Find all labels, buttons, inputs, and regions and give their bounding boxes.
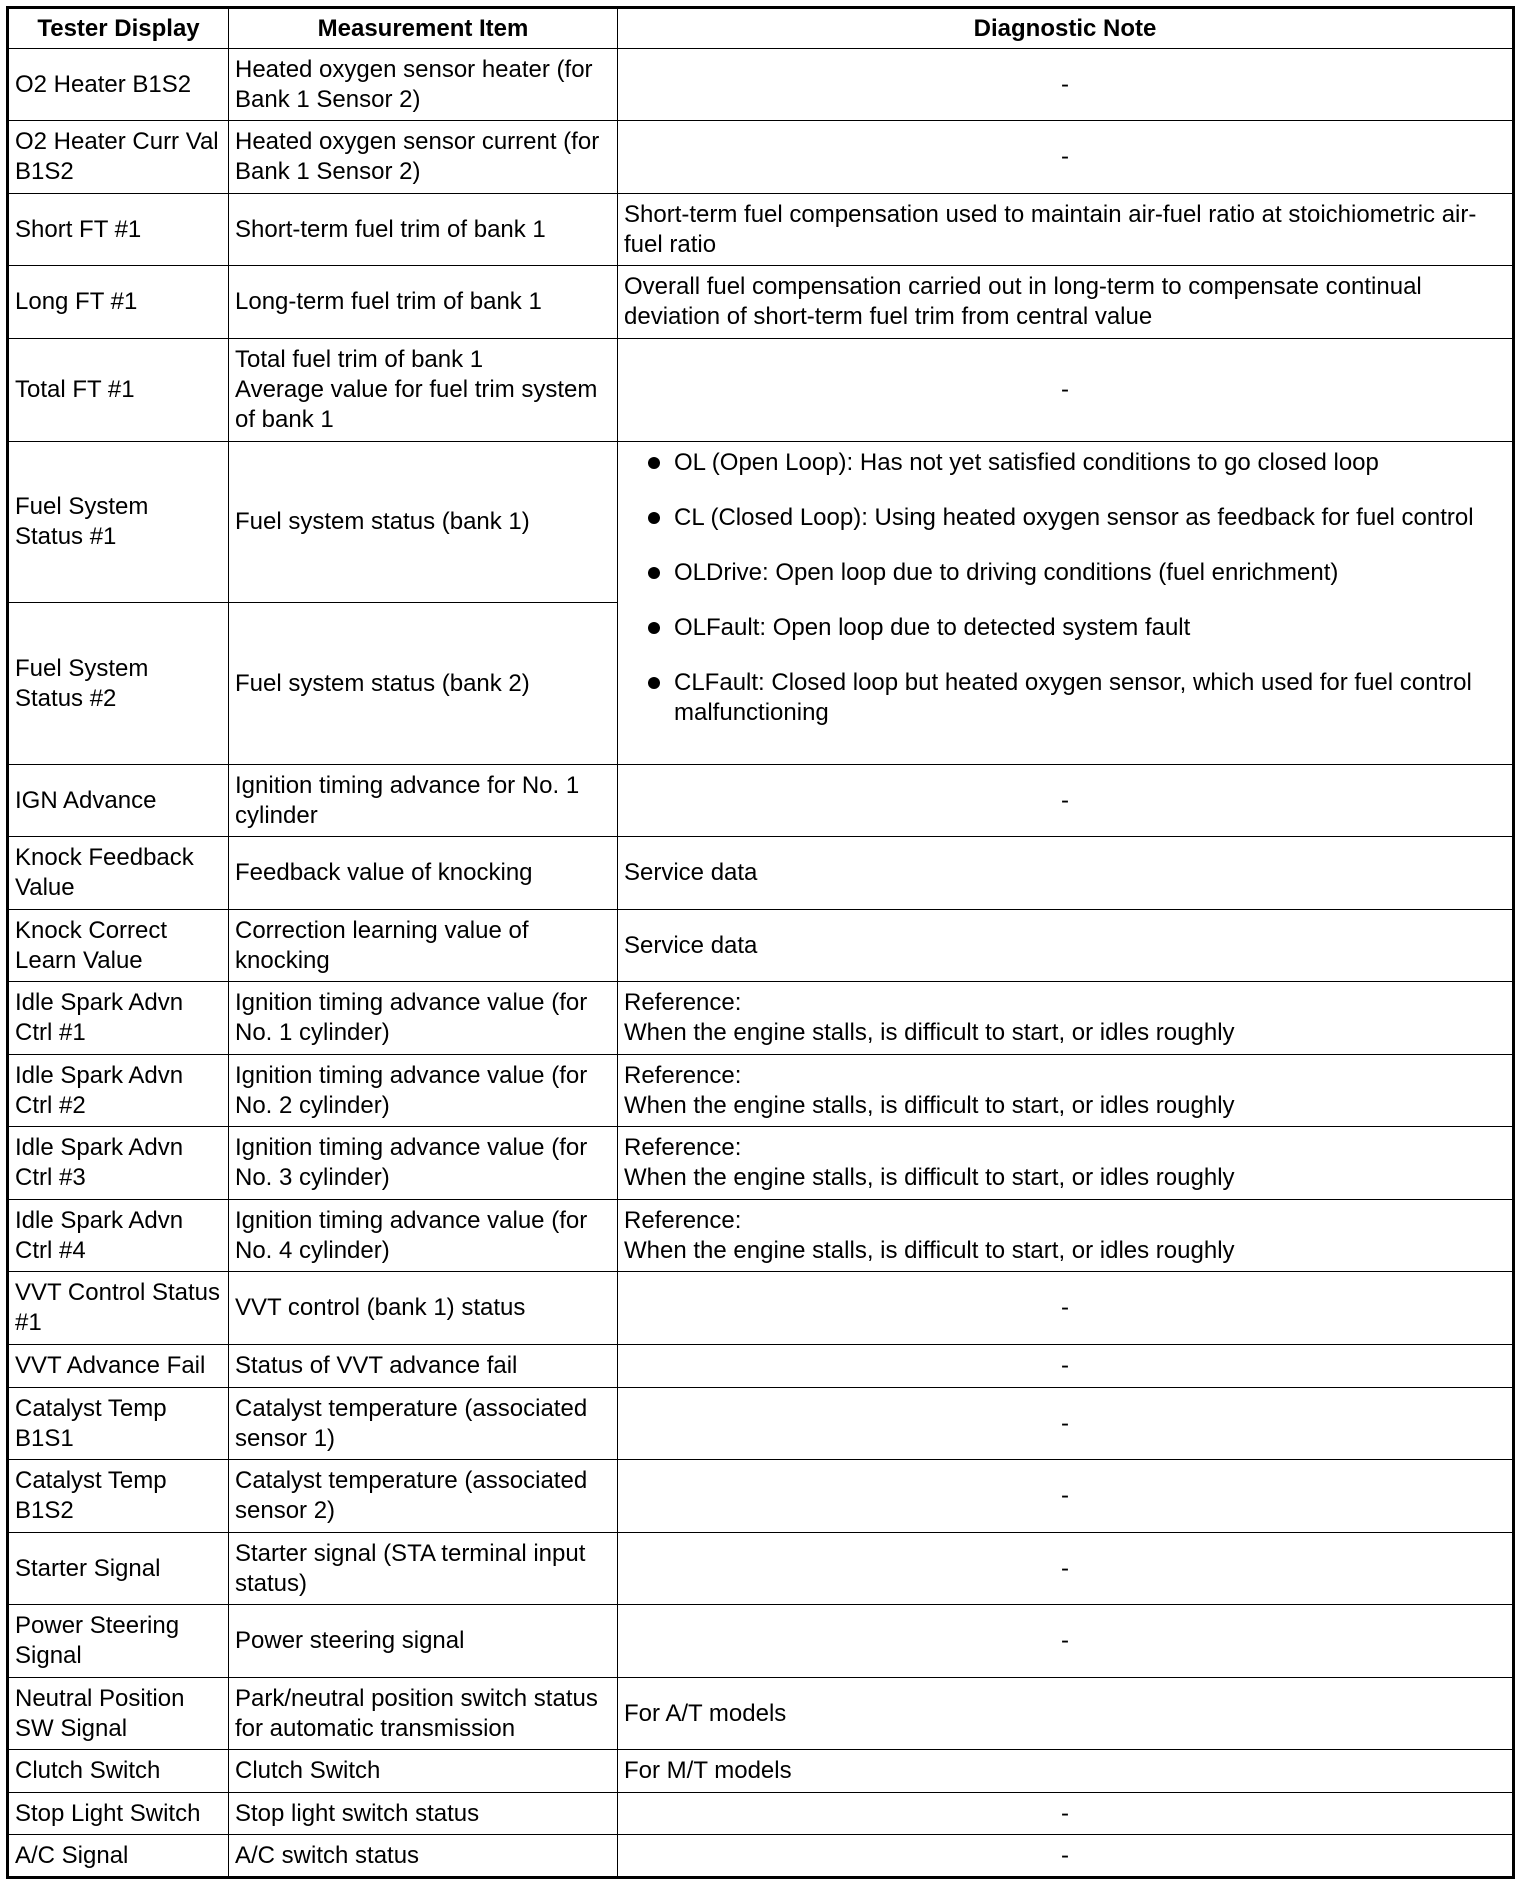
diagnostic-note-cell [618,1055,1514,1127]
measurement-item-cell: Ignition timing advance value (for No. 3 cylinder) [229,1127,618,1200]
table-row [8,339,1514,442]
list-item-text: CL (Closed Loop): Using heated oxygen sensor as feedback for fuel control [674,504,1474,531]
table-row [8,1750,1514,1793]
measurement-item-cell: Clutch Switch [229,1750,618,1793]
diagnostic-note-cell: For A/T models [618,1678,1514,1750]
tester-display-cell: Knock Correct Learn Value [8,910,229,982]
table-row [8,1793,1514,1835]
diagnostic-note-cell: Overall fuel compensation carried out in long-term to compensate continual deviation of short-term fuel trim from central value [618,266,1514,339]
measurement-item-line: Average value for fuel trim system of bank 1 [235,376,598,433]
measurement-item-cell: Ignition timing advance value (for No. 4 cylinder) [229,1200,618,1272]
tester-display-cell: Catalyst Temp B1S1 [8,1388,229,1460]
table-row [8,1388,1514,1460]
measurement-item-cell: VVT control (bank 1) status [229,1272,618,1345]
diagnostic-note-cell: - [618,121,1514,194]
header-measurement-item: Measurement Item [229,8,618,49]
diagnostic-note-cell: - [618,49,1514,121]
measurement-item-cell: Catalyst temperature (associated sensor 2) [229,1460,618,1533]
diagnostic-note-line: Reference: [624,1134,742,1161]
bullet-icon [648,567,660,579]
list-item [624,613,1506,643]
bullet-icon [648,512,660,524]
diagnostic-note-line: When the engine stalls, is difficult to start, or idles roughly [624,1236,1235,1264]
tester-display-cell: Idle Spark Advn Ctrl #3 [8,1127,229,1200]
tester-display-cell: Clutch Switch [8,1750,229,1793]
measurement-item-cell [229,339,618,442]
table-row [8,266,1514,339]
measurement-item-cell: Fuel system status (bank 1) [229,442,618,603]
tester-display-cell: O2 Heater Curr Val B1S2 [8,121,229,194]
diagnostic-note-cell: - [618,1388,1514,1460]
measurement-item-cell: Heated oxygen sensor heater (for Bank 1 Sensor 2) [229,49,618,121]
measurement-item-cell: Heated oxygen sensor current (for Bank 1 Sensor 2) [229,121,618,194]
diagnostic-note-line: Reference: [624,989,742,1016]
table-row [8,982,1514,1055]
header-row [8,8,1514,49]
table-row [8,765,1514,837]
diagnostic-note-line: When the engine stalls, is difficult to start, or idles roughly [624,1019,1235,1046]
list-item-text: OL (Open Loop): Has not yet satisfied conditions to go closed loop [674,449,1379,476]
diagnostic-note-cell [618,982,1514,1055]
measurement-item-cell: Ignition timing advance for No. 1 cylinder [229,765,618,837]
fuel-status-list [624,448,1506,728]
tester-display-cell: Fuel System Status #2 [8,603,229,765]
table-row [8,1055,1514,1127]
diagnostic-note-cell: - [618,339,1514,442]
diagnostic-note-cell: - [618,1533,1514,1605]
tester-display-cell: Knock Feedback Value [8,837,229,910]
diagnostic-note-cell: - [618,765,1514,837]
list-item [624,448,1506,478]
fuel-status-notes-cell [618,442,1514,765]
diagnostic-note-cell: - [618,1793,1514,1835]
tester-display-cell: Total FT #1 [8,339,229,442]
list-item [624,503,1506,533]
tester-display-cell: Power Steering Signal [8,1605,229,1678]
table-row [8,121,1514,194]
diagnostic-note-line: Reference: [624,1206,742,1234]
tester-display-cell: Stop Light Switch [8,1793,229,1835]
diagnostic-note-cell: Service data [618,837,1514,910]
tester-display-cell: IGN Advance [8,765,229,837]
diagnostic-note-line: When the engine stalls, is difficult to start, or idles roughly [624,1164,1235,1191]
measurement-item-line: Total fuel trim of bank 1 [235,346,484,373]
diagnostic-note-cell: - [618,1605,1514,1678]
measurement-item-cell: Starter signal (STA terminal input status) [229,1533,618,1605]
bullet-icon [648,622,660,634]
tester-display-cell: Fuel System Status #1 [8,442,229,603]
header-tester-display: Tester Display [8,8,229,49]
tester-display-cell: Idle Spark Advn Ctrl #2 [8,1055,229,1127]
tester-display-cell: VVT Advance Fail [8,1345,229,1388]
tester-display-cell: Starter Signal [8,1533,229,1605]
table-row [8,837,1514,910]
tester-display-cell: A/C Signal [8,1835,229,1878]
diagnostic-note-line: Reference: [624,1061,742,1089]
table-row [8,194,1514,266]
tester-display-cell: Neutral Position SW Signal [8,1678,229,1750]
diagnostic-note-cell: Short-term fuel compensation used to maintain air-fuel ratio at stoichiometric air-fuel ratio [618,194,1514,266]
table-row [8,49,1514,121]
table-row [8,1678,1514,1750]
diagnostic-note-cell: - [618,1835,1514,1878]
bullet-icon [648,677,660,689]
measurement-item-cell: Catalyst temperature (associated sensor 1) [229,1388,618,1460]
diagnostic-note-cell: For M/T models [618,1750,1514,1793]
diagnostic-note-line: When the engine stalls, is difficult to start, or idles roughly [624,1091,1235,1119]
table-row [8,1200,1514,1272]
table-row [8,442,1514,603]
measurement-item-cell: Ignition timing advance value (for No. 2 cylinder) [229,1055,618,1127]
diagnostic-note-cell [618,1127,1514,1200]
measurement-item-cell: Long-term fuel trim of bank 1 [229,266,618,339]
bullet-icon [648,457,660,469]
diagnostic-note-cell: - [618,1272,1514,1345]
header-diagnostic-note: Diagnostic Note [618,8,1514,49]
diagnostic-note-cell: Service data [618,910,1514,982]
table-row [8,1533,1514,1605]
list-item-text: OLFault: Open loop due to detected system fault [674,614,1191,641]
measurement-item-cell: Short-term fuel trim of bank 1 [229,194,618,266]
table-row [8,1605,1514,1678]
list-item [624,668,1506,728]
measurement-item-cell: A/C switch status [229,1835,618,1878]
list-item-text: CLFault: Closed loop but heated oxygen sensor, which used for fuel control malfunctioning [674,669,1472,726]
measurement-item-cell: Stop light switch status [229,1793,618,1835]
tester-display-cell: VVT Control Status #1 [8,1272,229,1345]
diagnostic-note-cell: - [618,1460,1514,1533]
tester-display-cell: Idle Spark Advn Ctrl #1 [8,982,229,1055]
measurement-item-cell: Fuel system status (bank 2) [229,603,618,765]
measurement-item-cell: Ignition timing advance value (for No. 1 cylinder) [229,982,618,1055]
table-row [8,1345,1514,1388]
measurement-item-cell: Correction learning value of knocking [229,910,618,982]
measurement-item-cell: Park/neutral position switch status for automatic transmission [229,1678,618,1750]
tester-display-cell: O2 Heater B1S2 [8,49,229,121]
tester-display-cell: Short FT #1 [8,194,229,266]
measurement-item-cell: Feedback value of knocking [229,837,618,910]
data-list-table [6,6,1515,1879]
tester-display-cell: Idle Spark Advn Ctrl #4 [8,1200,229,1272]
table-row [8,1272,1514,1345]
list-item-text: OLDrive: Open loop due to driving conditions (fuel enrichment) [674,559,1339,586]
table-row [8,1460,1514,1533]
table-row [8,1835,1514,1878]
tester-display-cell: Long FT #1 [8,266,229,339]
diagnostic-note-cell: - [618,1345,1514,1388]
measurement-item-cell: Status of VVT advance fail [229,1345,618,1388]
measurement-item-cell: Power steering signal [229,1605,618,1678]
table-row [8,1127,1514,1200]
table-row [8,910,1514,982]
list-item [624,558,1506,588]
tester-display-cell: Catalyst Temp B1S2 [8,1460,229,1533]
diagnostic-note-cell [618,1200,1514,1272]
